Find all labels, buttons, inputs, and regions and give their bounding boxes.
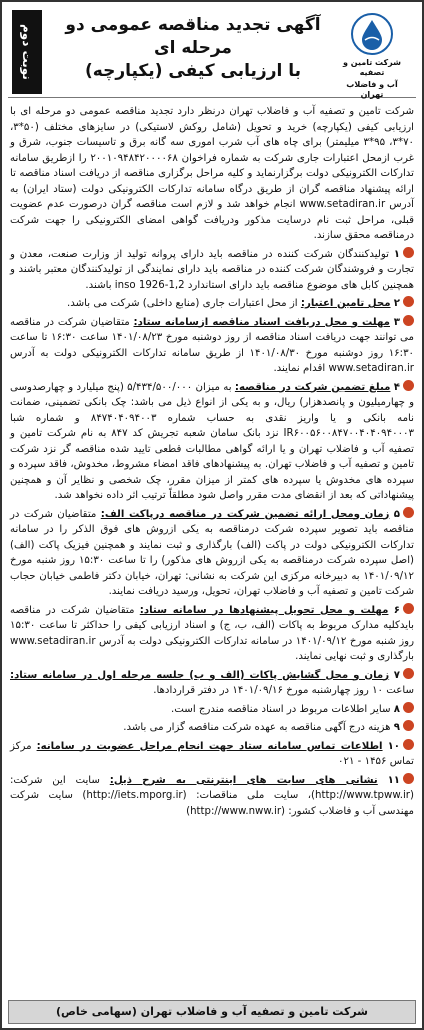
intro-paragraph: شرکت تامین و تصفیه آب و فاضلاب تهران درنظر دارد تجدید مناقصه عمومی دو مرحله ای با ارزیابی کیفی (یکپارچه) خرید و تحویل (شامل روکش لاستیکی) در سایزهای مختلف (۵۰*۳، ۷۰*۳، ۹۵*۳ میلیمتر) برای چاه های آب شرب اموری سه گانه برق و تاسیسات جنوب، شرق و غرب ازمحل اعتبارات جاری شرکت به شماره فراخوان ۲۰۰۱۰۹۴۸۴۲۰۰۰۰۶۸ را ازطریق سامانه تدارکات الکترونیکی دولت برگزارنماید و کلیه مراحل برگزاری مناقصه از دریافت اسناد مناقصه تا ارائه پیشنهاد مناقصه گران از طریق درگاه سامانه تدارکات الکترونیکی دولت (ستاد ایران) به آدرس www.setadiran.ir انجام خواهد شد و لازم است مناقصه گران درصورت عدم عضویت قبلی، مراحل ثبت نام درسایت مذکور ودریافت گواهی امضای الکترونیکی را جهت شرکت درمناقصه محقق سازند.	[10, 106, 415, 241]
section-text: ساعت ۱۰ روز چهارشنبه مورخ ۱۴۰۱/۰۹/۱۶ در دفتر قراردادها.	[153, 685, 414, 696]
section-number: ۱	[393, 248, 400, 260]
bullet-icon	[403, 739, 414, 750]
section-number: ۸	[393, 703, 400, 715]
section-title: مبلغ تضمین شرکت در مناقصه:	[234, 381, 391, 393]
bullet-icon	[403, 773, 414, 784]
bullet-icon	[403, 603, 414, 614]
notice-section	[10, 739, 414, 770]
title-line1: آگهی تجدید مناقصه عمومی دو مرحله ای	[65, 15, 321, 58]
sections-list	[10, 247, 414, 820]
notice-section	[10, 380, 414, 504]
notice-section	[10, 702, 414, 718]
bullet-icon	[403, 247, 414, 258]
bullet-icon	[403, 668, 414, 679]
section-text: هزینه درج آگهی مناقصه به عهده شرکت مناقصه گزار می باشد.	[123, 722, 391, 733]
section-number: ۱۱	[387, 774, 400, 786]
section-title: زمان ومحل ارائه تضمین شرکت در مناقصه درپاکت الف:	[100, 508, 390, 520]
section-number: ۱۰	[387, 740, 400, 752]
notice-header	[8, 6, 416, 98]
section-text: به میزان ۵/۴۳۴/۵۰۰/۰۰۰ (پنج میلیارد و چهارصدوسی و چهارمیلیون و پانصدهزار) ریال، و به یکی از انواع ذیل می باشد: چک بانکی تضمینی، ضمانت نامه بانکی و یا واریز نقدی به حساب شماره ۸۴۷۴۰۴۰۹۴۰۰۳ و شماره شبا IR۶۰۰۵۶۰۰۸۴۷۰۰۴۰۴۰۹۴۰۰۰۳ نزد بانک سامان شعبه تجریش کد ۸۴۷ به نام شرکت تامین و تصفیه آب و فاضلاب تهران و یا ارائه گواهی مطالبات قطعی تایید شده مناقصه گر نزد شرکت تامین و تصفیه آب و فاضلاب تهران. به پیشنهادهای فاقد امضاء مشروط، مخدوش، فاقد سپرده و سپرده های مخدوش یا سپرده های کمتر از میزان مقرر، چک شخصی و نظایر آن و همچنین پیشنهاداتی که بعد از انقضای مدت مقرر واصل شود مطلقاً ترتیب اثر داده نخواهد شد.	[10, 381, 414, 501]
section-title: زمان و محل گشایش پاکات (الف و ب) جلسه مرحله اول در سامانه ستاد:	[10, 669, 390, 681]
section-title: مهلت و محل دریافت اسناد مناقصه ازسامانه ستاد:	[133, 316, 390, 328]
bullet-icon	[403, 507, 414, 518]
company-logo	[336, 12, 408, 100]
title-line2: با ارزیابی کیفی (یکپارچه)	[84, 60, 301, 81]
notice-section	[10, 247, 414, 294]
section-text: متقاضیان شرکت در مناقصه باید تصویر سپرده شرکت درمناقصه به یکی ازروش های فوق الذکر را در سامانه تدارکات الکترونیکی دولت در پاکت (الف) بارگذاری و ثبت نمایند و همچنین فیزیک پاکت (الف) (اصل سپرده شرکت درمناقصه به یکی ازروش های مذکور) را تا ساعت ۱۵:۳۰ روز شنبه مورخ ۱۴۰۱/۰۹/۱۲ به دبیرخانه مرکزی این شرکت به نشانی: تهران، خیابان دکتر فاطمی خیابان حجاب شرکت تامین و تصفیه آب و فاضلاب تهران، تحویل، ورسید دریافت نمایند.	[10, 508, 414, 597]
stage-badge: نوبت دوم	[12, 10, 42, 94]
org-name-line1: شرکت تامین و تصفیه	[343, 58, 401, 77]
notice-footer: شرکت تامین و تصفیه آب و فاضلاب تهران (سهامی خاص)	[8, 1000, 416, 1024]
section-title: مهلت و محل تحویل پیشنهادها در سامانه ستاد:	[139, 604, 389, 616]
bullet-icon	[403, 702, 414, 713]
notice-section	[10, 603, 414, 665]
section-number: ۵	[393, 508, 401, 520]
section-title: نشانی های سایت های اینترنتی به شرح ذیل:	[109, 774, 378, 786]
section-number: ۶	[393, 604, 400, 616]
notice-section	[10, 296, 414, 312]
bullet-icon	[403, 380, 414, 391]
section-title: محل تامین اعتبار:	[300, 298, 391, 309]
water-drop-logo-icon	[350, 12, 394, 56]
section-number: ۳	[393, 316, 400, 328]
notice-title	[56, 14, 330, 83]
bullet-icon	[403, 315, 414, 326]
notice-section	[10, 720, 414, 736]
notice-section	[10, 668, 414, 699]
section-title: اطلاعات تماس سامانه ستاد جهت انجام مراحل عضویت در سامانه:	[36, 740, 383, 752]
org-name-line2: آب و فاضلاب تهران	[346, 80, 398, 99]
section-text: متقاضیان شرکت در مناقصه بایدکلیه مدارک مربوط به پاکات (الف، ب، ج) و اسناد ارزیابی کیفی را حداکثر تا ساعت ۱۵:۳۰ روز شنبه مورخ ۱۴۰۱/۰۹/۱۲ در سامانه تدارکات الکترونیکی دولت به آدرس www.setadiran.ir بارگذاری و ثبت نهایی نمایند.	[10, 604, 414, 662]
section-number: ۹	[393, 722, 400, 733]
notice-section	[10, 507, 414, 600]
section-number: ۲	[393, 298, 400, 309]
section-text: سایر اطلاعات مربوط در اسناد مناقصه مندرج است.	[171, 703, 391, 715]
bullet-icon	[403, 720, 414, 731]
notice-section	[10, 773, 414, 820]
section-text: مرکز تماس ۱۴۵۶ - ۰۲۱	[10, 740, 414, 767]
section-text: متقاضیان شرکت در مناقصه می توانند جهت دریافت اسناد مناقصه از روز دوشنبه مورخ ۱۴۰۱/۰۸/۲۳ ساعت ۱۶:۳۰ تا ساعت ۱۶:۳۰ روز دوشنبه مورخ ۱۴۰۱/۰۸/۳۰ از طریق سامانه تدارکات الکترونیکی دولت به آدرس www.setadiran.ir اقدام نمایند.	[10, 316, 415, 374]
notice-body	[8, 98, 416, 819]
section-text: سایت این شرکت: (http://www.tpww.ir)، سایت ملی مناقصات: (http://iets.mporg.ir) سایت شرکت مهندسی آب و فاضلاب کشور: (http://www.nww.ir)	[10, 774, 414, 817]
section-number: ۴	[393, 381, 400, 393]
section-text: تولیدکنندگان شرکت کننده در مناقصه باید دارای پروانه تولید از وزارت صنعت، معدن و تجارت و فروشندگان شرکت کننده در مناقصه باید دارای نمایندگی از تولیدکنندگان معتبر باشند و همچنین کابل های موضوع مناقصه باید دارای استاندارد inso 1926-1,2 باشند.	[10, 248, 414, 291]
bullet-icon	[403, 296, 414, 307]
section-text: از محل اعتبارات جاری (منابع داخلی) شرکت می باشد.	[67, 298, 298, 309]
notice-section	[10, 315, 414, 377]
section-number: ۷	[393, 669, 400, 681]
